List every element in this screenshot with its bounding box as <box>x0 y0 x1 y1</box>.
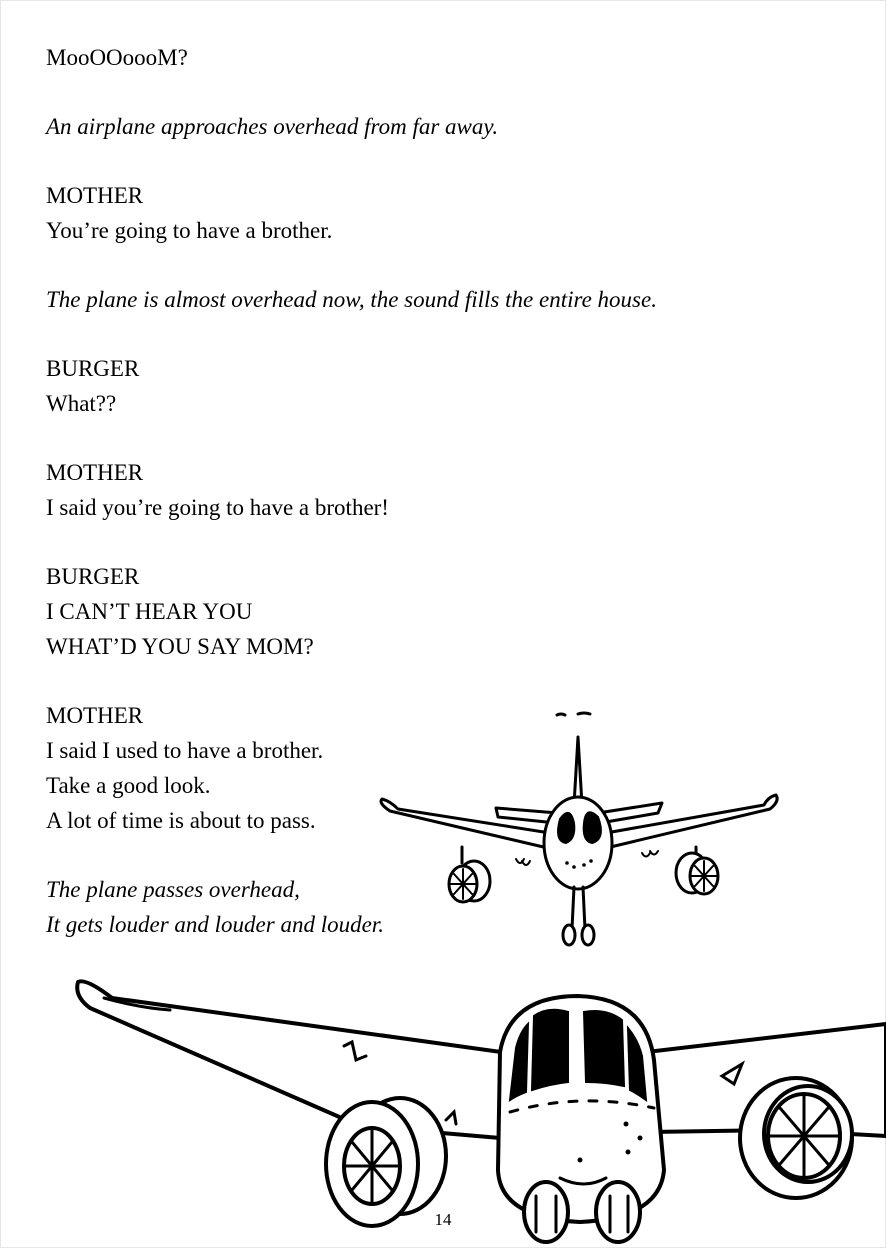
stage-direction: The plane passes overhead, <box>46 877 300 902</box>
character-name: MOTHER <box>46 460 144 485</box>
dialogue-line: MooOOoooM? <box>46 45 188 70</box>
character-name: MOTHER <box>46 183 144 208</box>
stage-direction: An airplane approaches overhead from far away. <box>46 114 499 139</box>
dialogue-line: A lot of time is about to pass. <box>46 808 316 833</box>
stage-direction: The plane is almost overhead now, the sound fills the entire house. <box>46 287 657 312</box>
dialogue-line: I CAN’T HEAR YOU <box>46 599 253 624</box>
dialogue-line: WHAT’D YOU SAY MOM? <box>46 634 314 659</box>
large-airplane-illustration <box>0 960 886 1248</box>
character-name: BURGER <box>46 356 140 381</box>
page-number: 14 <box>434 1210 452 1229</box>
dialogue-line: What?? <box>46 391 117 416</box>
dialogue-line: Take a good look. <box>46 773 211 798</box>
dialogue-line: I said I used to have a brother. <box>46 738 324 763</box>
dialogue-line: You’re going to have a brother. <box>46 218 333 243</box>
character-name: BURGER <box>46 564 140 589</box>
dialogue-line: I said you’re going to have a brother! <box>46 495 389 520</box>
small-airplane-illustration <box>370 705 790 955</box>
character-name: MOTHER <box>46 703 144 728</box>
stage-direction: It gets louder and louder and louder. <box>46 912 384 937</box>
